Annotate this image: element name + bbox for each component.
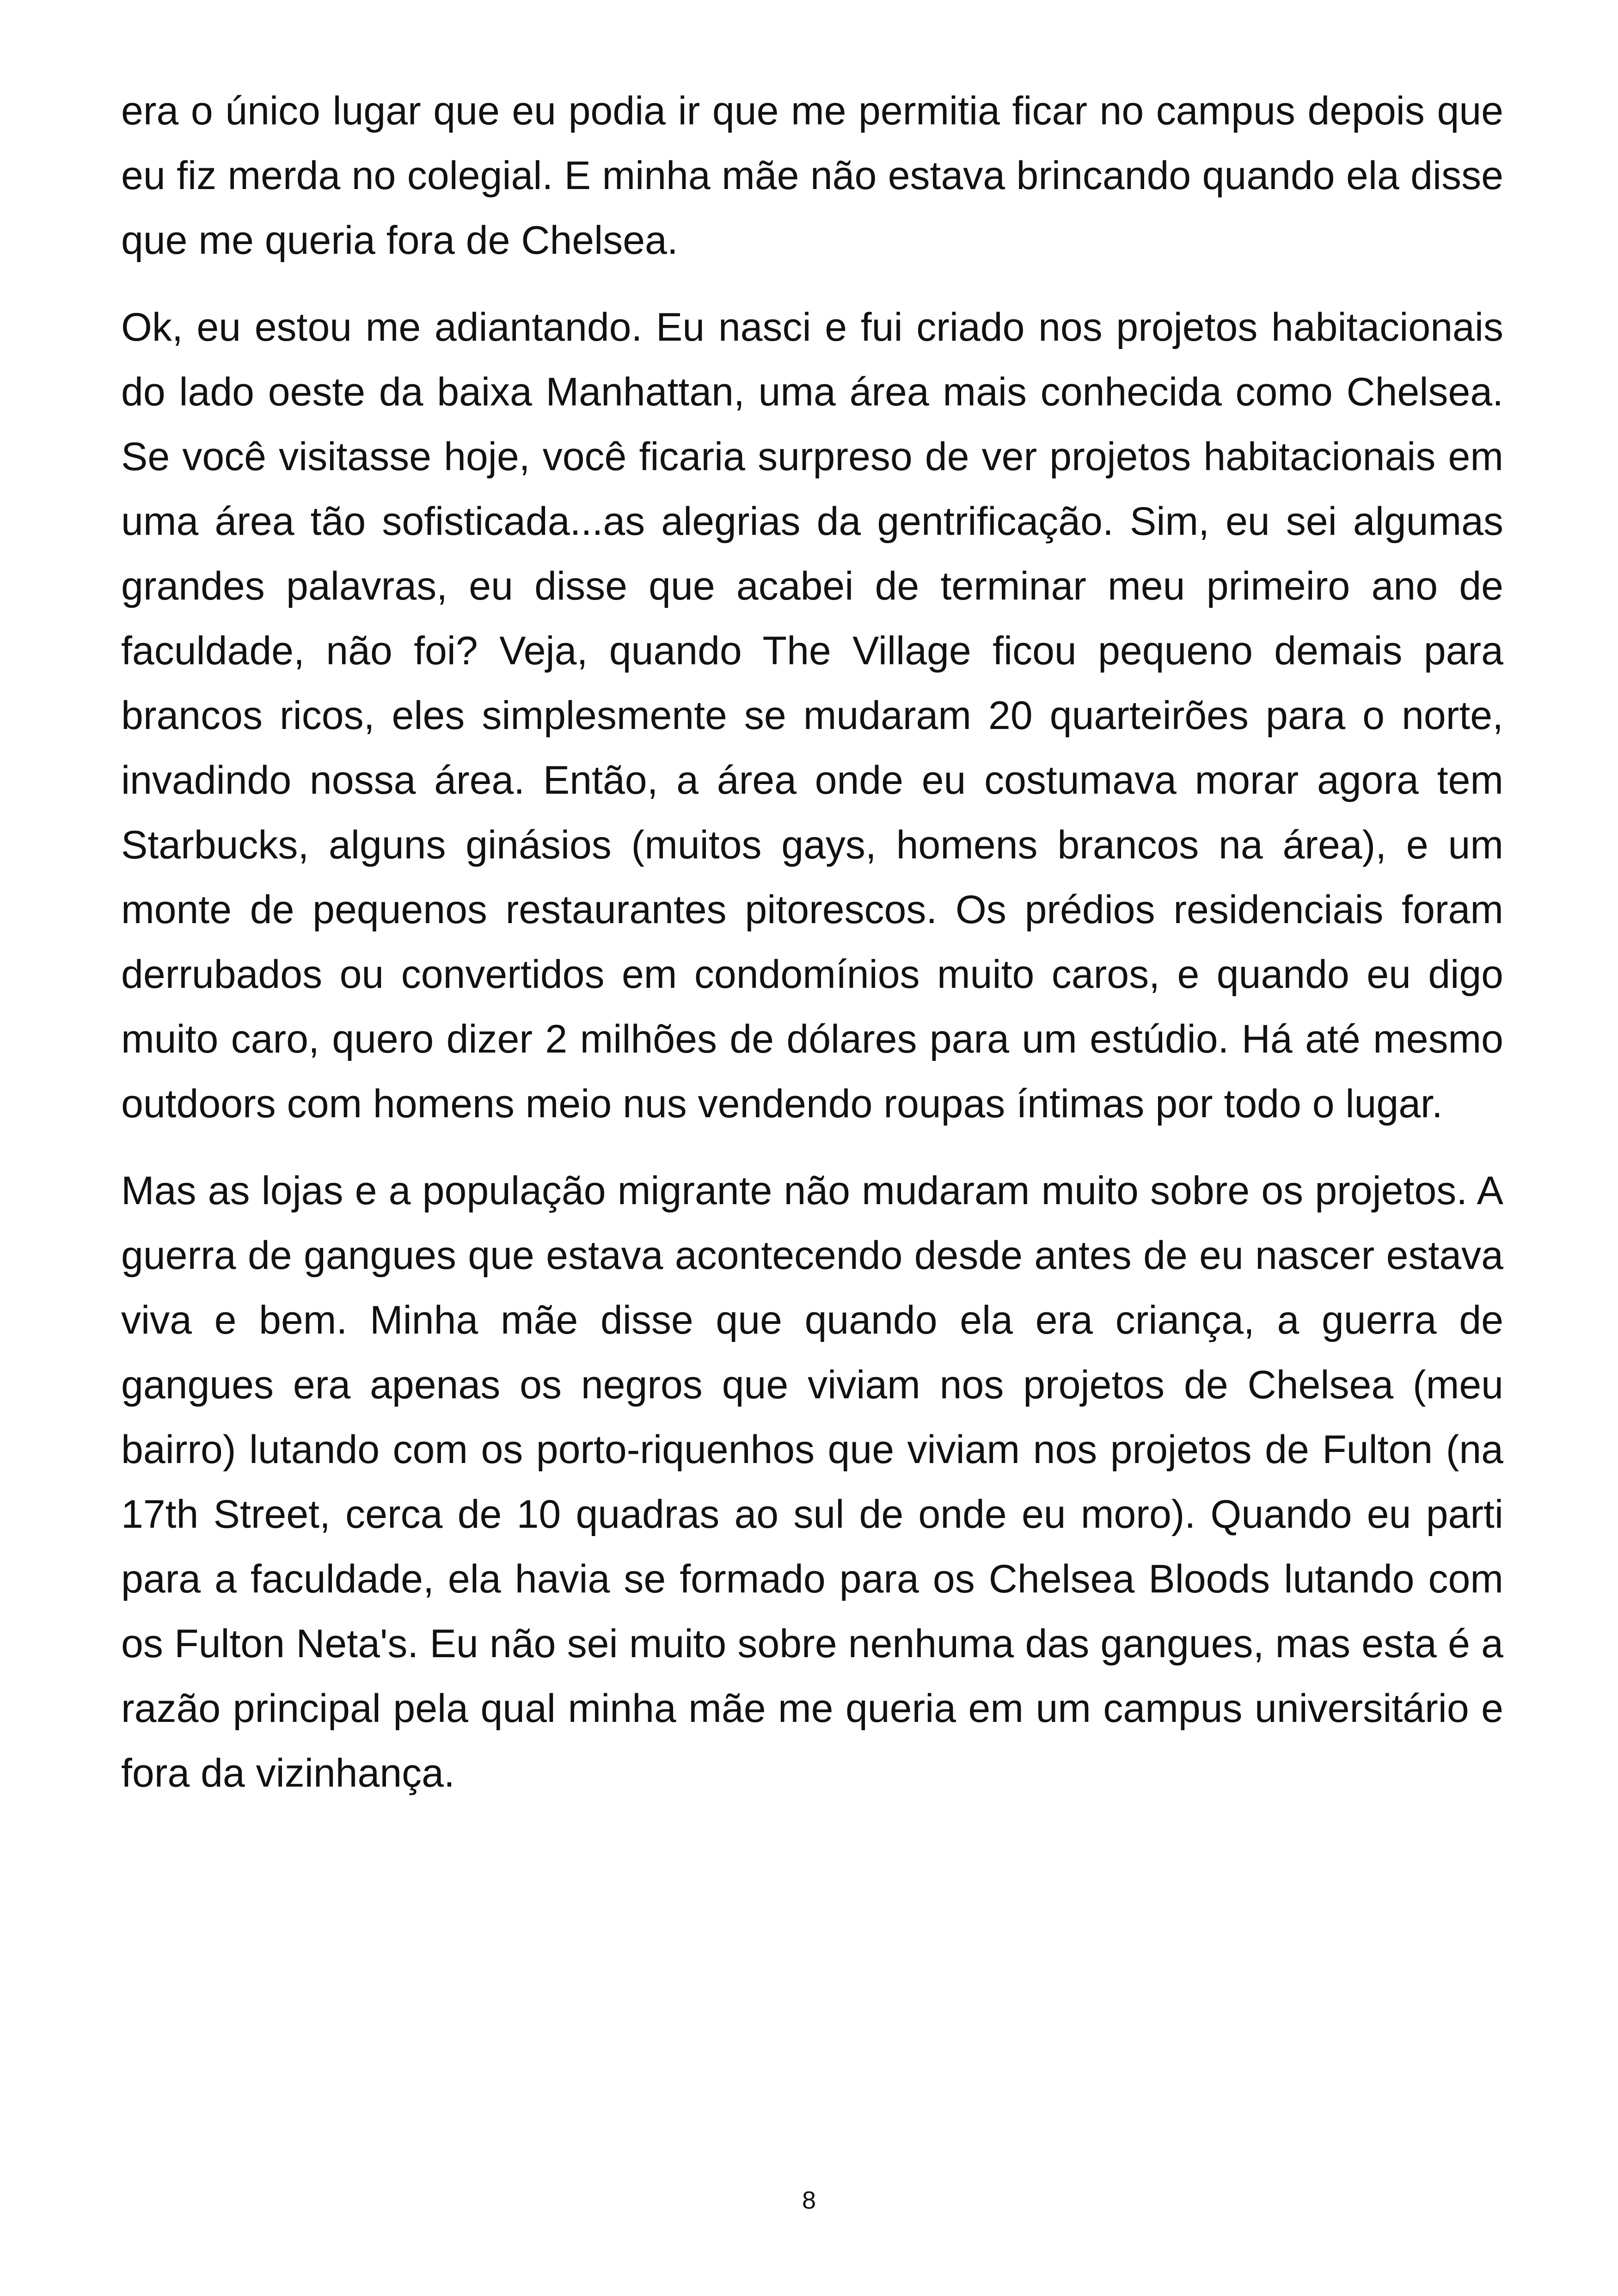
body-text xyxy=(121,79,1503,1828)
page-number: 8 xyxy=(802,2186,816,2214)
paragraph-3: Mas as lojas e a população migrante não mudaram muito sobre os projetos. A guerra de gangues que estava acontecendo desde antes de eu nascer estava viva e bem. Minha mãe disse que quando ela era criança, a guerra de gangues era apenas os negros que viviam nos projetos de Chelsea (meu bairro) lutando com os porto-riquenhos que viviam nos projetos de Fulton (na 17th Street, cerca de 10 quadras ao sul de onde eu moro). Quando eu parti para a faculdade, ela havia se formado para os Chelsea Bloods lutando com os Fulton Neta's. Eu não sei muito sobre nenhuma das gangues, mas esta é a razão principal pela qual minha mãe me queria em um campus universitário e fora da vizinhança. xyxy=(121,1169,1503,1795)
paragraph-1: era o único lugar que eu podia ir que me permitia ficar no campus depois que eu fiz merda no colegial. E minha mãe não estava brincando quando ela disse que me queria fora de Chelsea. xyxy=(121,89,1503,263)
paragraph-2: Ok, eu estou me adiantando. Eu nasci e fui criado nos projetos habitacionais do lado oeste da baixa Manhattan, uma área mais conhecida como Chelsea. Se você visitasse hoje, você ficaria surpreso de ver projetos habitacionais em uma área tão sofisticada...as alegrias da gentrificação. Sim, eu sei algumas grandes palavras, eu disse que acabei de terminar meu primeiro ano de faculdade, não foi? Veja, quando The Village ficou pequeno demais para brancos ricos, eles simplesmente se mudaram 20 quarteirões para o norte, invadindo nossa área. Então, a área onde eu costumava morar agora tem Starbucks, alguns ginásios (muitos gays, homens brancos na área), e um monte de pequenos restaurantes pitorescos. Os prédios residenciais foram derrubados ou convertidos em condomínios muito caros, e quando eu digo muito caro, quero dizer 2 milhões de dólares para um estúdio. Há até mesmo outdoors com homens meio nus vendendo roupas íntimas por todo o lugar. xyxy=(121,305,1503,1126)
